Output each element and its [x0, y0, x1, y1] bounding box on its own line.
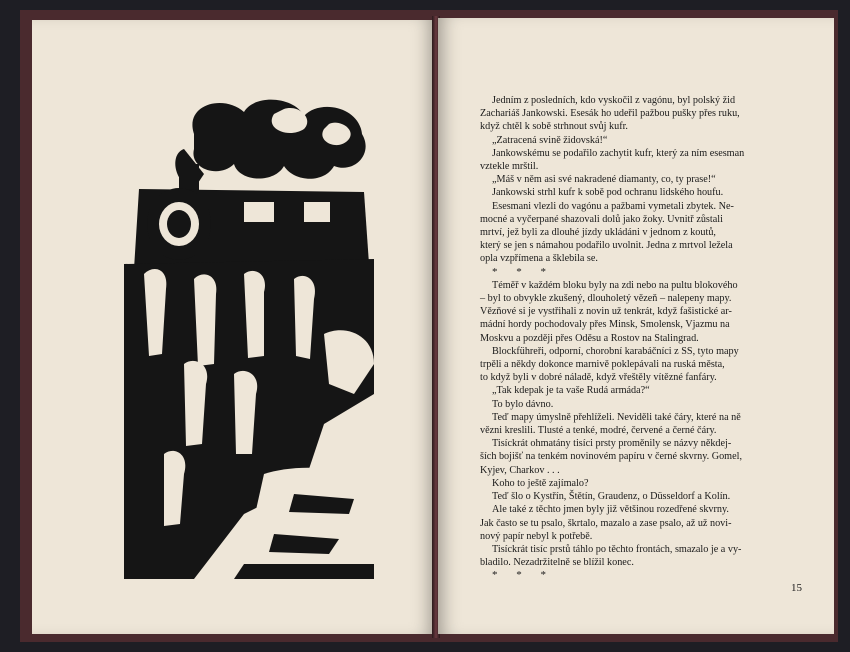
- text-line: Ale také z těchto jmen byly již většinou rozedřené skvrny.: [492, 504, 729, 516]
- text-line: Vězňové si je vystřihali z novin už tenkrát, když fašistické ar-: [480, 306, 732, 318]
- text-line: který se jen s námahou podařilo uvolnit. Jedna z mrtvol ležela: [480, 240, 733, 252]
- text-line: mocné a vyčerpané shazovali dolů jako žoky. Uvnitř zůstali: [480, 213, 723, 225]
- section-separator: * * *: [492, 265, 554, 278]
- text-line: Zachariáš Jankowski. Esesák ho udeřil pažbou pušky přes ruku,: [480, 108, 740, 120]
- text-line: Blockführeři, odporní, chorobní karabáčníci z SS, tyto mapy: [492, 345, 739, 357]
- text-line: „Zatracená svině židovská!“: [492, 134, 608, 146]
- text-line: nový papír nebyl k potřebě.: [480, 530, 593, 542]
- text-line: „Tak kdepak je ta vaše Rudá armáda?“: [492, 385, 650, 397]
- text-line: to když byli v dobré náladě, když vřeštěly vítězné fanfáry.: [480, 372, 717, 384]
- text-line: mrtví, jež byli za dlouhé jízdy ukládáni v jednom z koutů,: [480, 227, 716, 239]
- text-line: vězni kreslili. Tlusté a tenké, modré, červené a černé čáry.: [480, 425, 717, 437]
- text-line: Téměř v každém bloku byly na zdi nebo na pultu blokového: [492, 279, 738, 291]
- text-line: Esesmani vlezli do vagónu a pažbami vymetali zbytek. Ne-: [492, 200, 734, 212]
- text-line: – byl to obvykle zkušený, dlouholetý vězeň – nalepeny mapy.: [480, 293, 732, 305]
- open-book: [20, 10, 838, 642]
- woodcut-illustration: [124, 94, 374, 579]
- text-section-1: [480, 94, 806, 266]
- text-line: Tisíckrát ohmatány tisíci prsty proměnily se názvy někdej-: [492, 438, 732, 450]
- text-line: Jedním z posledních, kdo vyskočil z vagónu, byl polský žid: [492, 95, 736, 106]
- page-text: [480, 94, 806, 583]
- text-line: Moskvu a později přes Oděsu a Rostov na Stalingrad.: [480, 332, 699, 344]
- text-line: trpěli a někdy dokonce marnivě poklepávali na ruská města,: [480, 359, 725, 371]
- section-separator: * * *: [492, 569, 554, 582]
- text-line: Kyjev, Charkov . . .: [480, 464, 560, 476]
- text-line: Teď šlo o Kystřín, Štětín, Graudenz, o Düsseldorf a Kolín.: [492, 491, 731, 503]
- train-prisoners-woodcut: [124, 94, 374, 579]
- page-number: 15: [791, 582, 802, 594]
- text-line: vztekle mrštil.: [480, 161, 539, 173]
- left-page: [32, 20, 434, 634]
- text-line: opla vzpřímena a šklebila se.: [480, 253, 598, 265]
- text-line: „Máš v něm asi své nakradené diamanty, co, ty prase!“: [492, 174, 716, 186]
- text-line: když chtěl k sobě strhnout svůj kufr.: [480, 121, 628, 133]
- text-line: Koho to ještě zajímalo?: [492, 477, 589, 489]
- text-line: Jankowskému se podařilo zachytit kufr, který za ním esesman: [492, 147, 745, 159]
- text-line: Jankowski strhl kufr k sobě pod ochranu lidského houfu.: [492, 187, 724, 199]
- text-line: Jak často se tu psalo, škrtalo, mazalo a zase psalo, až už novi-: [480, 517, 732, 529]
- text-line: Tisíckrát tisíc prstů táhlo po těchto frontách, smazalo je a vy-: [492, 543, 742, 555]
- right-page: [438, 18, 834, 634]
- text-line: bladilo. Nezadržitelně se blížil konec.: [480, 557, 634, 569]
- text-line: Teď mapy úmyslně přehlíželi. Neviděli také čáry, které na ně: [492, 411, 741, 423]
- text-line: mádní hordy pochodovaly přes Minsk, Smolensk, Vjazmu na: [480, 319, 730, 331]
- text-line: ších bojišť na tenkém novinovém papíru v černé skvrny. Gomel,: [480, 451, 742, 463]
- text-line: To bylo dávno.: [492, 398, 554, 410]
- text-section-2: [480, 279, 806, 569]
